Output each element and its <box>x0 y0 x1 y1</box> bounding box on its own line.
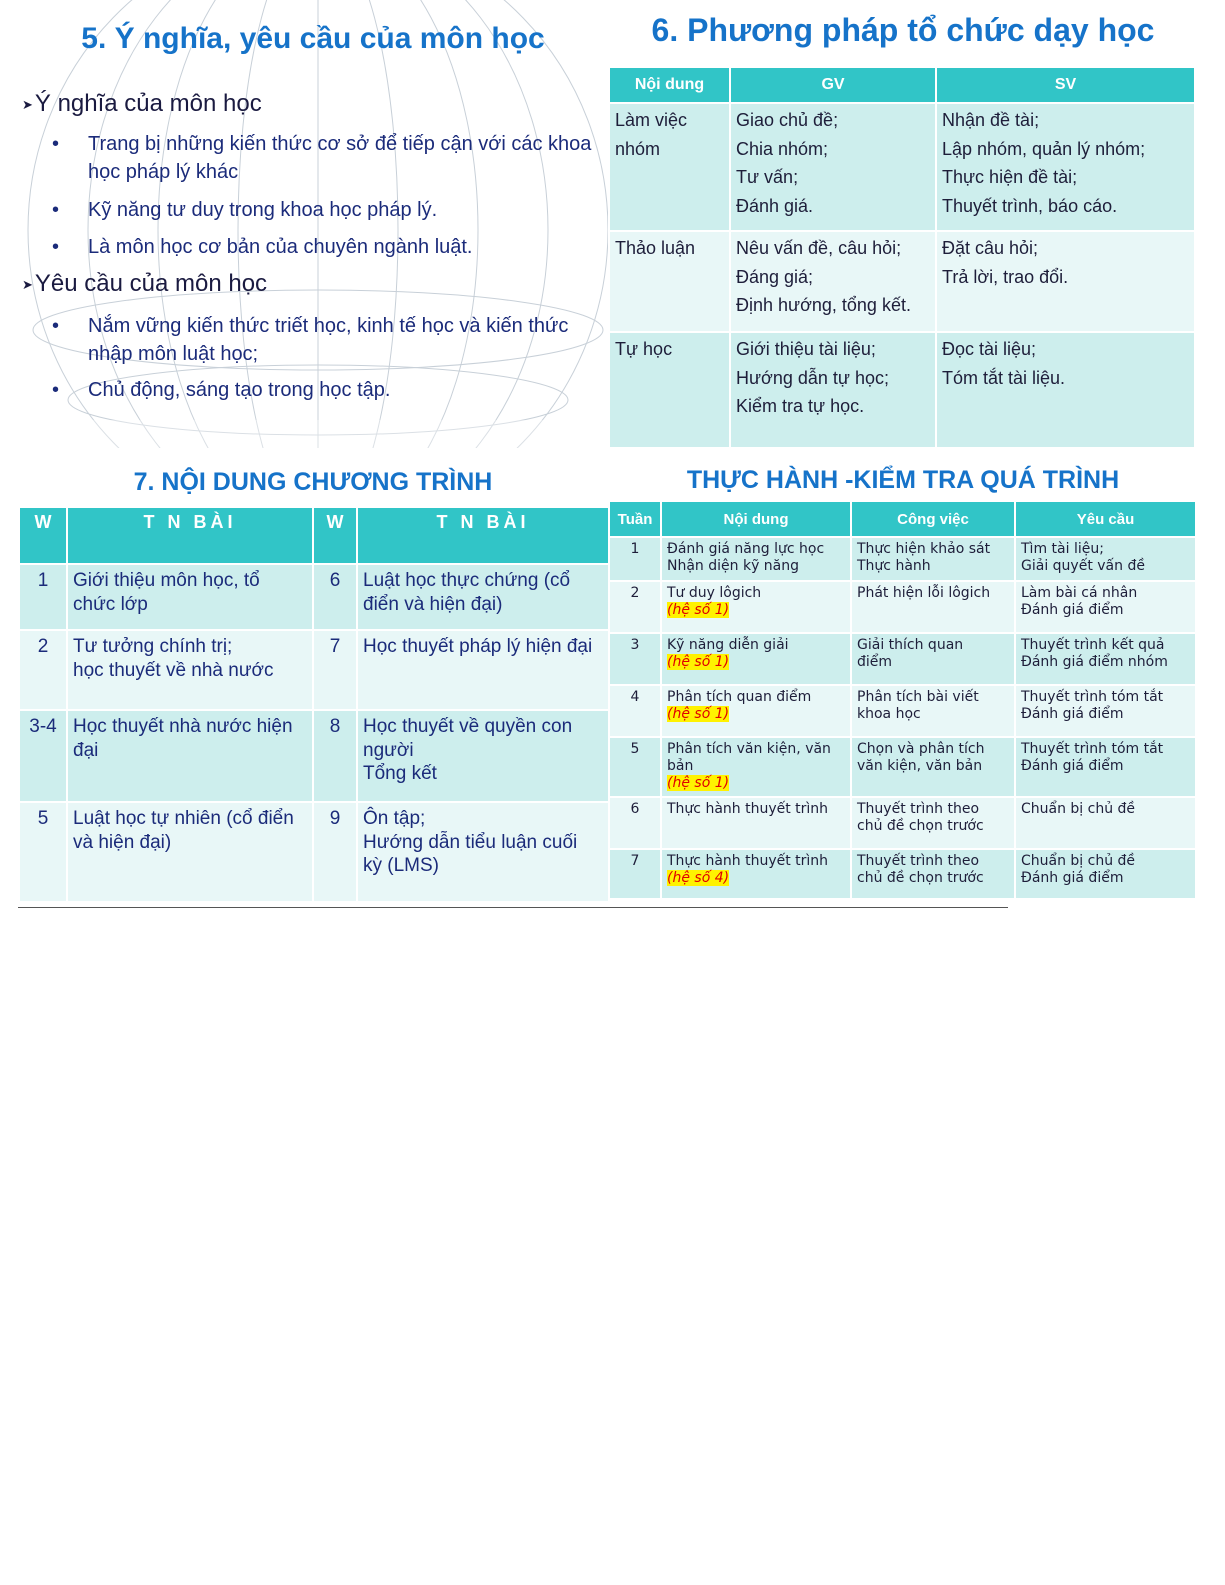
requirement-cell: Chuẩn bị chủ đề <box>1015 797 1196 849</box>
week-cell: 6 <box>313 564 357 630</box>
content-cell: Đánh giá năng lực học Nhận diện kỹ năng <box>661 537 851 581</box>
lesson-cell: Học thuyết về quyền con người Tổng kết <box>357 710 608 802</box>
bullet-item: • Nắm vững kiến thức triết học, kinh tế học và kiến thức nhập môn luật học; <box>52 315 569 365</box>
column-header: Tuần <box>609 501 661 537</box>
week-cell: 3-4 <box>19 710 67 802</box>
week-cell: 4 <box>609 685 661 737</box>
column-header: T N BÀI <box>357 507 608 564</box>
bullet-item: • Trang bị những kiến thức cơ sở để tiếp cận với các khoa học pháp lý khác <box>52 133 592 183</box>
week-cell: 2 <box>19 630 67 710</box>
sv-cell: Nhận đề tài; Lập nhóm, quản lý nhóm; Thực hiện đề tài; Thuyết trình, báo cáo. <box>936 103 1195 231</box>
coefficient-highlight: (hệ số 4) <box>667 870 730 886</box>
bullet-item: • Là môn học cơ bản của chuyên ngành luật. <box>52 236 473 258</box>
table-row <box>609 103 1195 231</box>
lesson-cell: Giới thiệu môn học, tổ chức lớp <box>67 564 313 630</box>
teaching-methods-table <box>608 66 1196 448</box>
gv-cell: Giới thiệu tài liệu; Hướng dẫn tự học; Kiểm tra tự học. <box>730 332 936 448</box>
week-cell: 8 <box>313 710 357 802</box>
lesson-cell: Học thuyết nhà nước hiện đại <box>67 710 313 802</box>
week-cell: 5 <box>609 737 661 797</box>
content-cell: Thực hành thuyết trình <box>661 797 851 849</box>
table-row <box>609 849 1196 899</box>
task-cell: Phát hiện lỗi lôgich <box>851 581 1015 633</box>
section-heading-requirements: ➤Yêu cầu của môn học <box>22 270 268 297</box>
week-cell: 1 <box>609 537 661 581</box>
arrow-bullet-icon: ➤ <box>22 276 33 292</box>
slide-5-meaning-requirements <box>18 0 608 448</box>
content-cell: Phân tích quan điểm (hệ số 1) <box>661 685 851 737</box>
table-row <box>19 710 608 802</box>
sv-cell: Đọc tài liệu; Tóm tắt tài liệu. <box>936 332 1195 448</box>
column-header: Nội dung <box>661 501 851 537</box>
table-row <box>609 797 1196 849</box>
table-row <box>609 332 1195 448</box>
lesson-cell: Học thuyết pháp lý hiện đại <box>357 630 608 710</box>
week-cell: 7 <box>313 630 357 710</box>
slide-5-title: 5. Ý nghĩa, yêu cầu của môn học <box>81 22 545 55</box>
coefficient-highlight: (hệ số 1) <box>667 654 730 670</box>
requirement-cell: Tìm tài liệu; Giải quyết vấn đề <box>1015 537 1196 581</box>
table-row <box>609 737 1196 797</box>
task-cell: Phân tích bài viết khoa học <box>851 685 1015 737</box>
week-cell: 5 <box>19 802 67 902</box>
table-row <box>609 685 1196 737</box>
slide-6-teaching-methods <box>608 0 1198 448</box>
week-cell: 6 <box>609 797 661 849</box>
content-cell: Thực hành thuyết trình (hệ số 4) <box>661 849 851 899</box>
table-row <box>609 537 1196 581</box>
sv-cell: Đặt câu hỏi; Trả lời, trao đổi. <box>936 231 1195 332</box>
table-row <box>19 802 608 902</box>
coefficient-highlight: (hệ số 1) <box>667 602 730 618</box>
column-header: Nội dung <box>609 67 730 103</box>
table-row <box>19 630 608 710</box>
gv-cell: Nêu vấn đề, câu hỏi; Đáng giá; Định hướng, tổng kết. <box>730 231 936 332</box>
week-cell: 1 <box>19 564 67 630</box>
column-header: Yêu cầu <box>1015 501 1196 537</box>
content-cell: Tự học <box>609 332 730 448</box>
lesson-cell: Luật học thực chứng (cổ điển và hiện đại) <box>357 564 608 630</box>
table-row <box>609 581 1196 633</box>
column-header: GV <box>730 67 936 103</box>
practice-assessment-table <box>608 500 1197 900</box>
slide-7-course-content <box>18 452 608 912</box>
table-row <box>609 231 1195 332</box>
task-cell: Thuyết trình theo chủ đề chọn trước <box>851 849 1015 899</box>
content-cell: Thảo luận <box>609 231 730 332</box>
column-header: W <box>19 507 67 564</box>
column-header: W <box>313 507 357 564</box>
coefficient-highlight: (hệ số 1) <box>667 775 730 791</box>
content-cell: Kỹ năng diễn giải (hệ số 1) <box>661 633 851 685</box>
bullet-item: • Chủ động, sáng tạo trong học tập. <box>52 379 391 401</box>
content-cell: Làm việc nhóm <box>609 103 730 231</box>
divider <box>18 907 608 908</box>
table-row <box>19 564 608 630</box>
table-row <box>609 633 1196 685</box>
section-heading-meaning: ➤Ý nghĩa của môn học <box>22 90 262 117</box>
coefficient-highlight: (hệ số 1) <box>667 706 730 722</box>
content-cell: Tư duy lôgich (hệ số 1) <box>661 581 851 633</box>
task-cell: Giải thích quan điểm <box>851 633 1015 685</box>
requirement-cell: Chuẩn bị chủ đề Đánh giá điểm <box>1015 849 1196 899</box>
lesson-cell: Luật học tự nhiên (cổ điển và hiện đại) <box>67 802 313 902</box>
task-cell: Thực hiện khảo sát Thực hành <box>851 537 1015 581</box>
slide-6-title: 6. Phương pháp tổ chức dạy học <box>651 12 1155 48</box>
column-header: T N BÀI <box>67 507 313 564</box>
requirement-cell: Thuyết trình tóm tắt Đánh giá điểm <box>1015 737 1196 797</box>
slide-7-title: 7. NỘI DUNG CHƯƠNG TRÌNH <box>133 468 493 496</box>
task-cell: Thuyết trình theo chủ đề chọn trước <box>851 797 1015 849</box>
week-cell: 3 <box>609 633 661 685</box>
week-cell: 7 <box>609 849 661 899</box>
content-cell: Phân tích văn kiện, văn bản (hệ số 1) <box>661 737 851 797</box>
bullet-item: • Kỹ năng tư duy trong khoa học pháp lý. <box>52 199 438 221</box>
arrow-bullet-icon: ➤ <box>22 96 33 112</box>
practice-title: THỰC HÀNH -KIỂM TRA QUÁ TRÌNH <box>686 466 1120 494</box>
task-cell: Chọn và phân tích văn kiện, văn bản <box>851 737 1015 797</box>
lesson-cell: Ôn tập; Hướng dẫn tiểu luận cuối kỳ (LMS) <box>357 802 608 902</box>
requirement-cell: Thuyết trình kết quả Đánh giá điểm nhóm <box>1015 633 1196 685</box>
week-cell: 9 <box>313 802 357 902</box>
week-cell: 2 <box>609 581 661 633</box>
requirement-cell: Làm bài cá nhân Đánh giá điểm <box>1015 581 1196 633</box>
gv-cell: Giao chủ đề; Chia nhóm; Tư vấn; Đánh giá. <box>730 103 936 231</box>
divider <box>608 907 1008 908</box>
column-header: SV <box>936 67 1195 103</box>
lesson-cell: Tư tưởng chính trị; học thuyết về nhà nước <box>67 630 313 710</box>
slide-practice-assessment <box>608 452 1198 912</box>
column-header: Công việc <box>851 501 1015 537</box>
requirement-cell: Thuyết trình tóm tắt Đánh giá điểm <box>1015 685 1196 737</box>
course-content-table <box>18 506 608 903</box>
